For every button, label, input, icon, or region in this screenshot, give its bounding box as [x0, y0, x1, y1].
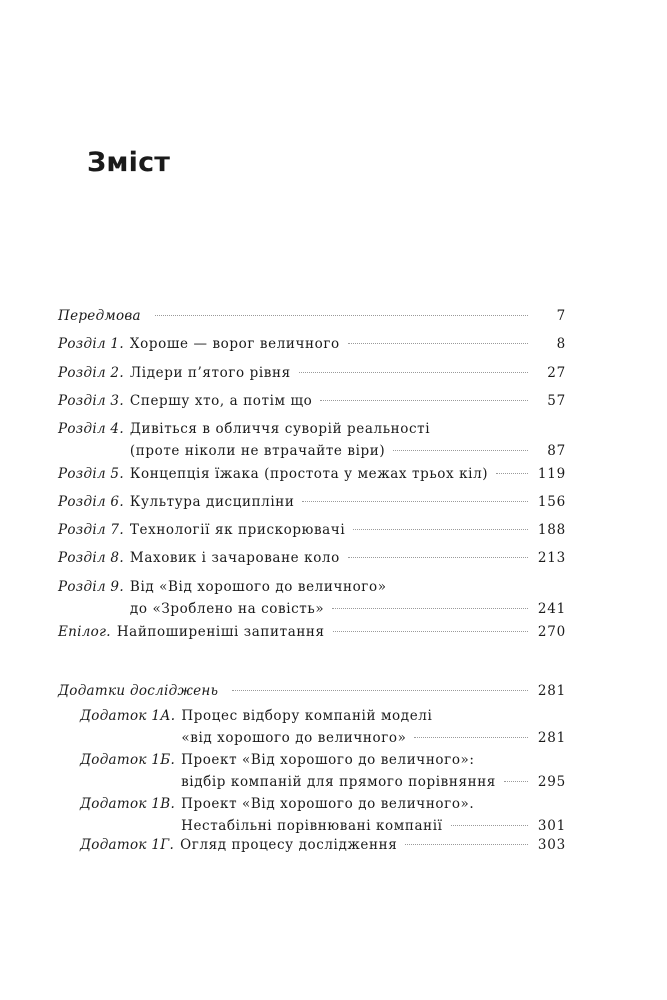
toc-entry [58, 547, 566, 569]
toc-entry-label: Розділ 3. [58, 393, 124, 409]
toc-entry-text: Лідери п’ятого рівня [129, 365, 291, 381]
appendix-entry [80, 793, 566, 837]
toc-entry-label: Передмова [58, 308, 141, 324]
page-number: 7 [556, 308, 566, 324]
dot-leader [348, 557, 528, 558]
dot-leader [496, 473, 528, 474]
page-title: Зміст [87, 147, 171, 178]
page-number: 27 [547, 365, 566, 381]
toc-entry-line [58, 305, 566, 327]
toc-entry-line [58, 547, 566, 569]
toc-entry-label: Розділ 5. [58, 466, 124, 482]
toc-entry [58, 621, 566, 643]
dot-leader [332, 608, 528, 609]
page-number: 213 [537, 550, 566, 566]
page-number: 295 [537, 774, 566, 790]
toc-entry [58, 362, 566, 384]
appendix-entry-text: Огляд процесу дослідження [180, 837, 398, 853]
toc-entry-text: Найпоширеніші запитання [116, 624, 325, 640]
appendix-entry-line [80, 727, 566, 749]
toc-entry-text: Концепція їжака (простота у межах трьох кіл) [129, 466, 489, 482]
toc-entry-text: Від «Від хорошого до величного» [129, 579, 387, 595]
appendix-entry-text: Процес відбору компаній моделі [181, 708, 433, 724]
page-number: 119 [537, 466, 566, 482]
toc-entry-label: Епілог. [58, 624, 111, 640]
dot-leader [155, 315, 528, 316]
page-number: 87 [547, 443, 566, 459]
dot-leader [353, 529, 528, 530]
appendix-entry-text: Нестабільні порівнювані компанії [181, 818, 443, 834]
appendix-entry-text: «від хорошого до величного» [181, 730, 407, 746]
page-number: 156 [537, 494, 566, 510]
toc-entry-line [58, 362, 566, 384]
toc-entry [58, 519, 566, 541]
toc-entry-label: Розділ 4. [58, 421, 124, 437]
appendix-entry [80, 834, 566, 856]
toc-entry [58, 305, 566, 327]
appendices-header [58, 680, 566, 702]
toc-entry-line [58, 598, 566, 620]
toc-entry-label: Розділ 2. [58, 365, 124, 381]
page-number: 241 [537, 601, 566, 617]
page-number: 188 [537, 522, 566, 538]
toc-entry [58, 463, 566, 485]
toc-entry [58, 491, 566, 513]
page-number: 8 [556, 336, 566, 352]
toc-entry-line [58, 519, 566, 541]
appendix-entry [80, 705, 566, 749]
toc-entry-label: Розділ 9. [58, 579, 124, 595]
toc-entry-label: Розділ 1. [58, 336, 124, 352]
toc-entry-line [58, 333, 566, 355]
appendix-entry-text: Проект «Від хорошого до величного»: [181, 752, 475, 768]
dot-leader [405, 844, 528, 845]
toc-entry-line [58, 576, 566, 598]
appendix-entry-line [80, 771, 566, 793]
toc-entry-label: Розділ 7. [58, 522, 124, 538]
toc-entry-text: Технології як прискорювачі [129, 522, 346, 538]
toc-entry-text: Дивіться в обличчя суворій реальності [129, 421, 431, 437]
page-number: 57 [547, 393, 566, 409]
toc-entry-label: Розділ 8. [58, 550, 124, 566]
toc-entry-line [58, 491, 566, 513]
appendices-header-label: Додатки досліджень [58, 683, 219, 699]
dot-leader [414, 737, 528, 738]
page-number: 270 [537, 624, 566, 640]
dot-leader [504, 781, 528, 782]
appendix-entry-line [80, 749, 566, 771]
dot-leader [393, 450, 528, 451]
appendix-entry-text: відбір компаній для прямого порівняння [181, 774, 496, 790]
toc-entry-text: Спершу хто, а потім що [129, 393, 313, 409]
toc-entry-line [58, 390, 566, 412]
toc-entry-line [58, 621, 566, 643]
appendix-entry-label: Додаток 1Б. [80, 752, 176, 768]
appendix-entry-label: Додаток 1Г. [80, 837, 175, 853]
page-number: 303 [537, 837, 566, 853]
toc-entry [58, 418, 566, 462]
toc-entry-text: Культура дисципліни [129, 494, 295, 510]
appendix-entry-line [80, 793, 566, 815]
appendix-entry-label: Додаток 1В. [80, 796, 176, 812]
appendix-entry-line [80, 834, 566, 856]
appendix-entry [80, 749, 566, 793]
toc-entry-line [58, 463, 566, 485]
appendix-entry-line [80, 705, 566, 727]
appendices-header-line [58, 680, 566, 702]
page-number: 301 [537, 818, 566, 834]
toc-entry-text: (проте ніколи не втрачайте віри) [129, 443, 386, 459]
toc-entry-text: до «Зроблено на совість» [129, 601, 325, 617]
appendix-entry-label: Додаток 1А. [80, 708, 176, 724]
toc-entry-line [58, 440, 566, 462]
page-number: 281 [537, 683, 566, 699]
dot-leader [232, 690, 528, 691]
toc-entry [58, 333, 566, 355]
toc-entry [58, 390, 566, 412]
page-number: 281 [537, 730, 566, 746]
dot-leader [451, 825, 528, 826]
dot-leader [299, 372, 528, 373]
dot-leader [348, 343, 528, 344]
dot-leader [320, 400, 528, 401]
toc-entry-text: Хороше — ворог величного [129, 336, 340, 352]
toc-entry-text: Маховик і зачароване коло [129, 550, 340, 566]
dot-leader [333, 631, 528, 632]
appendix-entry-text: Проект «Від хорошого до величного». [181, 796, 475, 812]
dot-leader [302, 501, 528, 502]
toc-entry-line [58, 418, 566, 440]
toc-entry-label: Розділ 6. [58, 494, 124, 510]
toc-entry [58, 576, 566, 620]
